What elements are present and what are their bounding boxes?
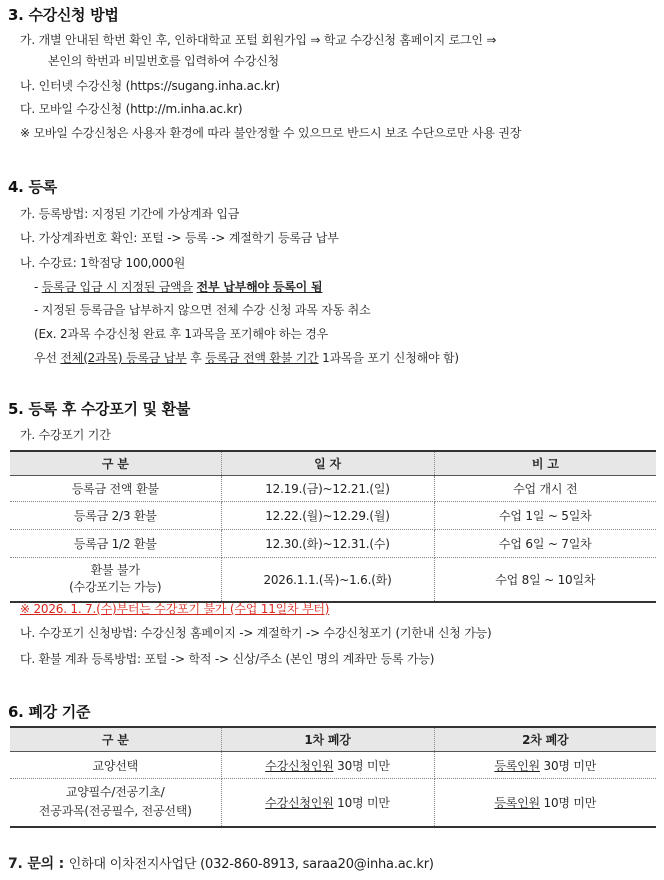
section-7-contact: [8, 857, 434, 872]
cell-remark: 수업 6일 ~ 7일차: [434, 530, 656, 558]
cell-date: 12.22.(월)~12.29.(월): [221, 502, 434, 530]
withdrawal-period-table: [10, 450, 656, 603]
cell-category: 등록금 2/3 환불: [10, 502, 221, 530]
cell-first-closure: 수강신청인원 30명 미만: [221, 752, 434, 779]
col-header-category: 구 분: [10, 451, 221, 476]
table-row: [10, 530, 656, 558]
s3-item-ga-line2: 본인의 학번과 비밀번호를 입력하여 수강신청: [48, 54, 279, 68]
s3-item-ga-line1: 가. 개별 안내된 학번 확인 후, 인하대학교 포털 회원가입 ⇒ 학교 수강신청 홈페이지 로그인 ⇒: [20, 33, 497, 47]
cell-remark: 수업 1일 ~ 5일차: [434, 502, 656, 530]
section-5-title: 5. 등록 후 수강포기 및 환불: [8, 400, 191, 418]
s3-item-na: 나. 인터넷 수강신청 (https://sugang.inha.ac.kr): [20, 79, 280, 93]
col-header-date: 일 자: [221, 451, 434, 476]
s4-dash-1: - 등록금 입금 시 지정된 금액을 전부 납부해야 등록이 됨: [34, 280, 323, 294]
cell-remark: 수업 개시 전: [434, 476, 656, 502]
section-4-title: 4. 등록: [8, 178, 57, 196]
s3-note: ※ 모바일 수강신청은 사용자 환경에 따라 불안정할 수 있으므로 반드시 보조 수단으로만 사용 권장: [20, 126, 522, 140]
table-row: [10, 558, 656, 602]
cell-second-closure: 등록인원 10명 미만: [434, 779, 656, 827]
cell-remark: 수업 8일 ~ 10일차: [434, 558, 656, 602]
table-row: [10, 502, 656, 530]
cell-second-closure: 등록인원 30명 미만: [434, 752, 656, 779]
col-header-first-closure: 1차 폐강: [221, 727, 434, 752]
s5-red-note: ※ 2026. 1. 7.(수)부터는 수강포기 불가 (수업 11일차 부터): [20, 602, 330, 616]
contact-info: 인하대 이차전지사업단 (032-860-8913, saraa20@inha.ac.kr): [68, 857, 434, 872]
s4-example-2: 우선 전체(2과목) 등록금 납부 후 등록금 전액 환불 기간 1과목을 포기 신청해야 함): [34, 351, 459, 365]
cell-date: 12.19.(금)~12.21.(일): [221, 476, 434, 502]
col-header-category: 구 분: [10, 727, 221, 752]
cell-category: 등록금 1/2 환불: [10, 530, 221, 558]
section-6-title: 6. 폐강 기준: [8, 703, 91, 721]
closure-criteria-table: [10, 726, 656, 828]
s5-subtitle: 가. 수강포기 기간: [20, 428, 111, 442]
s4-item-na: 나. 가상계좌번호 확인: 포털 -> 등록 -> 계절학기 등록금 납부: [20, 231, 339, 245]
section-3-title: 3. 수강신청 방법: [8, 6, 119, 24]
s4-item-da: 나. 수강료: 1학점당 100,000원: [20, 256, 186, 270]
col-header-remark: 비 고: [434, 451, 656, 476]
table-row: [10, 752, 656, 779]
col-header-second-closure: 2차 폐강: [434, 727, 656, 752]
cell-first-closure: 수강신청인원 10명 미만: [221, 779, 434, 827]
table-row: [10, 779, 656, 827]
table-row: [10, 476, 656, 502]
s4-example-1: (Ex. 2과목 수강신청 완료 후 1과목을 포기해야 하는 경우: [34, 327, 329, 341]
s5-item-da: 다. 환불 계좌 등록방법: 포털 -> 학적 -> 신상/주소 (본인 명의 계좌만 등록 가능): [20, 652, 435, 666]
cell-category: 교양선택: [10, 752, 221, 779]
table-header-row: [10, 727, 656, 752]
cell-date: 2026.1.1.(목)~1.6.(화): [221, 558, 434, 602]
table-header-row: [10, 451, 656, 476]
s4-dash-2: - 지정된 등록금을 납부하지 않으면 전체 수강 신청 과목 자동 취소: [34, 303, 371, 317]
cell-category: 환불 불가 (수강포기는 가능): [10, 558, 221, 602]
s3-item-da: 다. 모바일 수강신청 (http://m.inha.ac.kr): [20, 102, 243, 116]
s5-item-na: 나. 수강포기 신청방법: 수강신청 홈페이지 -> 계절학기 -> 수강신청포기 (기한내 신청 가능): [20, 626, 492, 640]
s4-item-ga: 가. 등록방법: 지정된 기간에 가상계좌 입금: [20, 207, 240, 221]
cell-date: 12.30.(화)~12.31.(수): [221, 530, 434, 558]
section-7-label: 7. 문의 :: [8, 856, 69, 872]
cell-category: 교양필수/전공기초/ 전공과목(전공필수, 전공선택): [10, 779, 221, 827]
cell-category: 등록금 전액 환불: [10, 476, 221, 502]
